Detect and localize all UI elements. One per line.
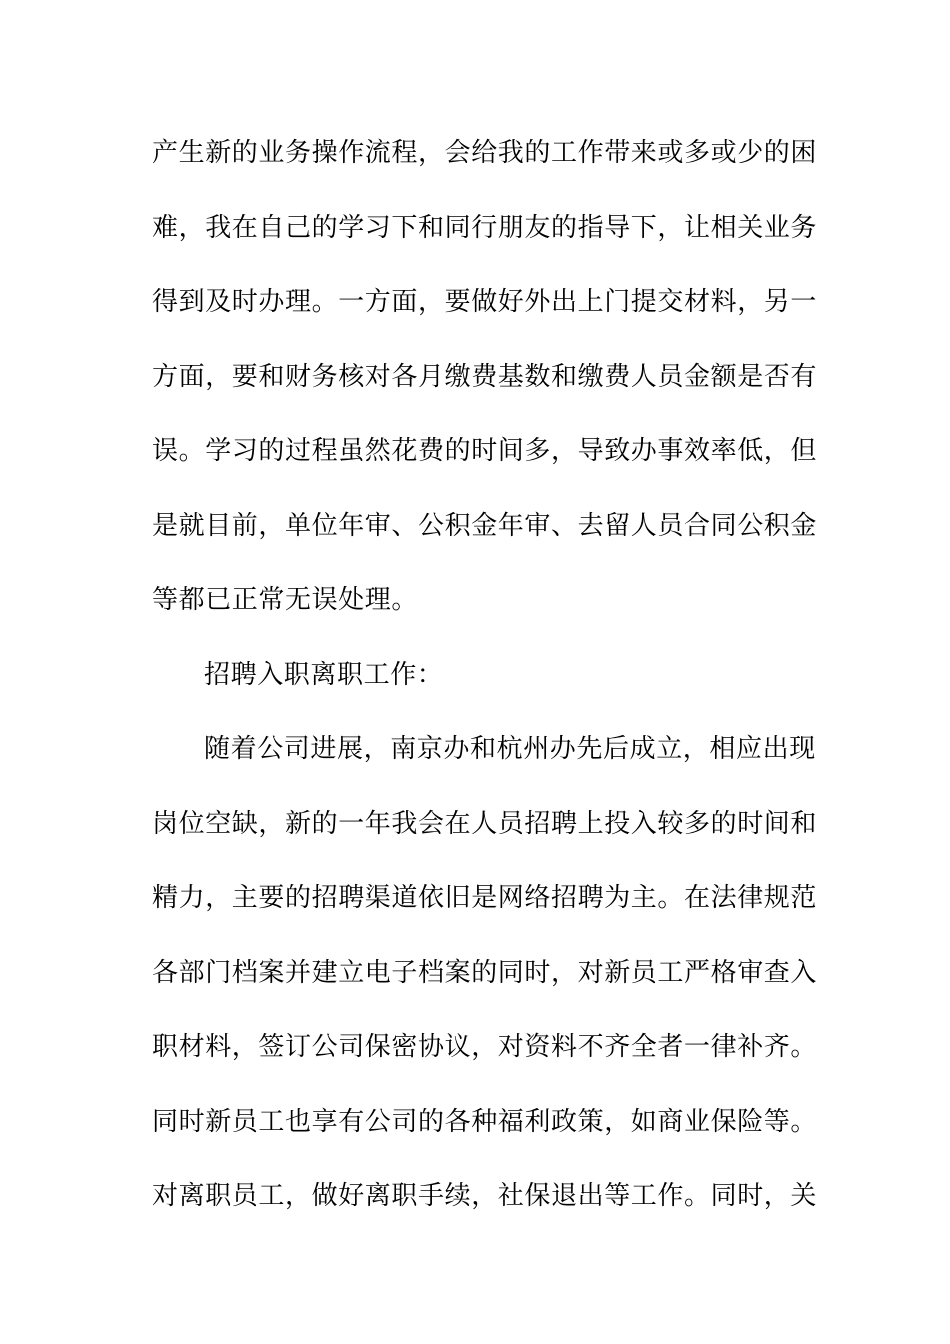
text-line: 等都已正常无误处理。 <box>152 585 419 615</box>
section-heading: 招聘入职离职工作： <box>204 659 444 690</box>
text-line: 职材料，签订公司保密协议，对资料不齐全者一律补齐。 <box>152 1032 818 1062</box>
text-line: 岗位空缺，新的一年我会在人员招聘上投入较多的时间和 <box>152 808 818 839</box>
text-line: 是就目前，单位年审、公积金年审、去留人员合同公积金 <box>152 510 818 541</box>
text-line: 误。学习的过程虽然花费的时间多，导致办事效率低，但 <box>152 436 818 466</box>
text-line: 各部门档案并建立电子档案的同时，对新员工严格审查入 <box>152 957 818 988</box>
document-body <box>152 128 818 1246</box>
text-line: 难，我在自己的学习下和同行朋友的指导下，让相关业务 <box>152 212 818 243</box>
text-line: 方面，要和财务核对各月缴费基数和缴费人员金额是否有 <box>152 361 818 392</box>
text-line: 同时新员工也享有公司的各种福利政策，如商业保险等。 <box>152 1106 818 1137</box>
text-line: 精力，主要的招聘渠道依旧是网络招聘为主。在法律规范 <box>152 883 818 913</box>
text-line: 对离职员工，做好离职手续，社保退出等工作。同时，关 <box>152 1181 818 1211</box>
text-line: 得到及时办理。一方面，要做好外出上门提交材料，另一 <box>152 287 818 317</box>
text-line: 随着公司进展，南京办和杭州办先后成立，相应出现 <box>204 734 816 764</box>
text-line: 产生新的业务操作流程，会给我的工作带来或多或少的困 <box>152 138 818 168</box>
